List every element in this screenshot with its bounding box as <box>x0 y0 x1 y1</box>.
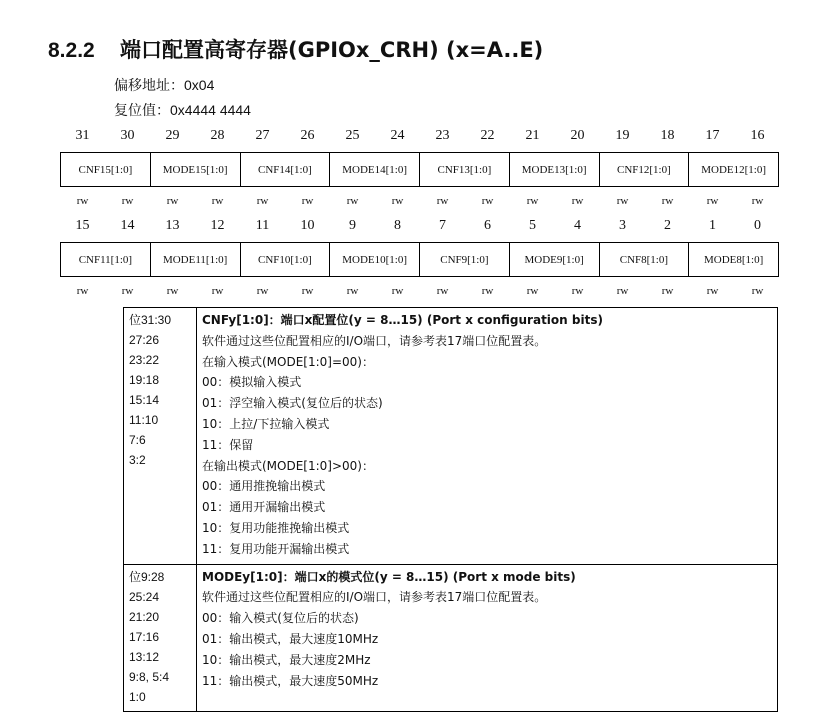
register-field: CNF13[1:0] <box>420 153 510 186</box>
register-field: MODE12[1:0] <box>689 153 779 186</box>
bit-number: 4 <box>574 218 581 233</box>
bit-number: 14 <box>120 218 135 233</box>
access-mode: rw <box>571 285 584 297</box>
bit-number: 28 <box>210 128 225 143</box>
description-line: 10：输出模式，最大速度2MHz <box>202 652 371 667</box>
access-mode: rw <box>166 195 179 207</box>
access-mode: rw <box>301 195 314 207</box>
description-line: 10：复用功能推挽输出模式 <box>202 520 350 535</box>
description-line: 软件通过这些位配置相应的I/O端口，请参考表17端口位配置表。 <box>202 590 547 605</box>
access-mode: rw <box>751 285 764 297</box>
bit-number: 13 <box>165 218 180 233</box>
register-field: CNF12[1:0] <box>600 153 690 186</box>
access-mode: rw <box>661 195 674 207</box>
register-field: MODE10[1:0] <box>330 243 420 276</box>
access-mode: rw <box>211 285 224 297</box>
bit-position: 15:14 <box>129 393 160 407</box>
access-mode: rw <box>346 195 359 207</box>
bit-number: 21 <box>525 128 540 143</box>
register-field: MODE8[1:0] <box>689 243 779 276</box>
register-field: MODE15[1:0] <box>151 153 241 186</box>
bit-position: 位9:28 <box>129 569 165 584</box>
bit-number: 23 <box>435 128 450 143</box>
register-field: CNF10[1:0] <box>241 243 331 276</box>
access-mode: rw <box>391 285 404 297</box>
mode-description-row <box>124 564 778 711</box>
bit-position: 27:26 <box>129 333 160 347</box>
register-field: MODE9[1:0] <box>510 243 600 276</box>
access-mode: rw <box>76 285 89 297</box>
bit-number: 8 <box>394 218 401 233</box>
description-line: 10：上拉/下拉输入模式 <box>202 416 330 431</box>
bit-number: 2 <box>664 218 671 233</box>
bit-number: 10 <box>300 218 315 233</box>
cnf-field-title: CNFy[1:0]：端口x配置位(y = 8…15) (Port x configuration bits) <box>202 313 603 327</box>
bit-number: 31 <box>75 128 90 143</box>
offset-value: 0x04 <box>184 77 215 93</box>
access-mode: rw <box>301 285 314 297</box>
section-number: 8.2.2 <box>48 39 95 62</box>
bit-position: 1:0 <box>129 689 146 704</box>
access-mode: rw <box>391 195 404 207</box>
bit-position: 21:20 <box>129 609 160 624</box>
access-mode: rw <box>616 195 629 207</box>
section-heading <box>48 34 543 64</box>
bit-position: 17:16 <box>129 629 160 644</box>
description-line: 01：输出模式，最大速度10MHz <box>202 631 379 646</box>
bit-number: 9 <box>349 218 356 233</box>
section-title: 端口配置高寄存器(GPIOx_CRH) (x=A..E) <box>120 38 544 62</box>
access-mode: rw <box>436 285 449 297</box>
description-line: 11：输出模式，最大速度50MHz <box>202 673 379 688</box>
description-line: 在输出模式(MODE[1:0]>00)： <box>202 458 374 473</box>
mode-bit-positions <box>124 564 197 711</box>
bit-number: 22 <box>480 128 495 143</box>
access-mode: rw <box>436 195 449 207</box>
access-mode: rw <box>751 195 764 207</box>
access-mode: rw <box>166 285 179 297</box>
access-mode: rw <box>76 195 89 207</box>
description-line: 11：保留 <box>202 437 254 452</box>
offset-address <box>114 75 214 95</box>
description-line: 11：复用功能开漏输出模式 <box>202 541 350 556</box>
lower-register-fields <box>60 242 779 277</box>
register-field: MODE14[1:0] <box>330 153 420 186</box>
bit-position: 23:22 <box>129 353 160 367</box>
bit-number: 20 <box>570 128 585 143</box>
access-mode: rw <box>526 195 539 207</box>
cnf-description <box>197 308 778 565</box>
upper-access-row <box>60 195 780 207</box>
bit-position: 7:6 <box>129 433 146 447</box>
bit-position: 13:12 <box>129 649 160 664</box>
bit-number: 0 <box>754 218 761 233</box>
bit-position: 25:24 <box>129 589 160 604</box>
bit-number: 18 <box>660 128 675 143</box>
bit-number: 27 <box>255 128 270 143</box>
access-mode: rw <box>526 285 539 297</box>
description-line: 01：浮空输入模式(复位后的状态) <box>202 396 383 411</box>
bit-description-table <box>123 307 778 712</box>
access-mode: rw <box>571 195 584 207</box>
description-line: 00：输入模式(复位后的状态) <box>202 611 359 626</box>
bit-number: 11 <box>255 218 270 233</box>
bit-number: 3 <box>619 218 626 233</box>
description-line: 01：通用开漏输出模式 <box>202 500 326 515</box>
bit-number: 6 <box>484 218 491 233</box>
reset-label: 复位值： <box>114 103 170 119</box>
lower-access-row <box>60 285 780 297</box>
register-field: CNF8[1:0] <box>600 243 690 276</box>
access-mode: rw <box>211 195 224 207</box>
register-field: CNF9[1:0] <box>420 243 510 276</box>
description-line: 00：模拟输入模式 <box>202 375 302 390</box>
access-mode: rw <box>481 285 494 297</box>
lower-bit-numbers <box>60 218 780 234</box>
access-mode: rw <box>256 285 269 297</box>
reset-value <box>114 100 251 120</box>
description-line: 在输入模式(MODE[1:0]=00)： <box>202 354 374 369</box>
upper-bit-numbers <box>60 128 780 144</box>
upper-register-fields <box>60 152 779 187</box>
bit-position: 9:8, 5:4 <box>129 669 170 684</box>
bit-number: 17 <box>705 128 720 143</box>
mode-field-title: MODEy[1:0]：端口x的模式位(y = 8…15) (Port x mode bits) <box>202 569 576 584</box>
bit-position: 位31:30 <box>129 313 172 327</box>
bit-number: 12 <box>210 218 225 233</box>
bit-number: 1 <box>709 218 716 233</box>
access-mode: rw <box>346 285 359 297</box>
bit-position: 11:10 <box>129 413 159 427</box>
bit-number: 30 <box>120 128 135 143</box>
bit-number: 25 <box>345 128 360 143</box>
cnf-bit-positions <box>124 308 197 565</box>
access-mode: rw <box>256 195 269 207</box>
description-line: 软件通过这些位配置相应的I/O端口，请参考表17端口位配置表。 <box>202 333 547 348</box>
access-mode: rw <box>661 285 674 297</box>
access-mode: rw <box>481 195 494 207</box>
bit-number: 29 <box>165 128 180 143</box>
reset-value-text: 0x4444 4444 <box>170 102 251 118</box>
cnf-description-row <box>124 308 778 565</box>
bit-number: 16 <box>750 128 765 143</box>
bit-number: 5 <box>529 218 536 233</box>
register-field: CNF15[1:0] <box>61 153 151 186</box>
bit-number: 7 <box>439 218 446 233</box>
access-mode: rw <box>121 195 134 207</box>
register-field: CNF14[1:0] <box>241 153 331 186</box>
register-field: MODE13[1:0] <box>510 153 600 186</box>
bit-number: 26 <box>300 128 315 143</box>
mode-description <box>197 564 778 711</box>
register-field: CNF11[1:0] <box>61 243 151 276</box>
access-mode: rw <box>616 285 629 297</box>
offset-label: 偏移地址： <box>114 78 184 94</box>
access-mode: rw <box>121 285 134 297</box>
bit-number: 24 <box>390 128 405 143</box>
access-mode: rw <box>706 195 719 207</box>
access-mode: rw <box>706 285 719 297</box>
bit-position: 3:2 <box>129 453 146 467</box>
bit-number: 15 <box>75 218 90 233</box>
bit-number: 19 <box>615 128 630 143</box>
description-line: 00：通用推挽输出模式 <box>202 479 326 494</box>
bit-position: 19:18 <box>129 373 160 387</box>
register-field: MODE11[1:0] <box>151 243 241 276</box>
